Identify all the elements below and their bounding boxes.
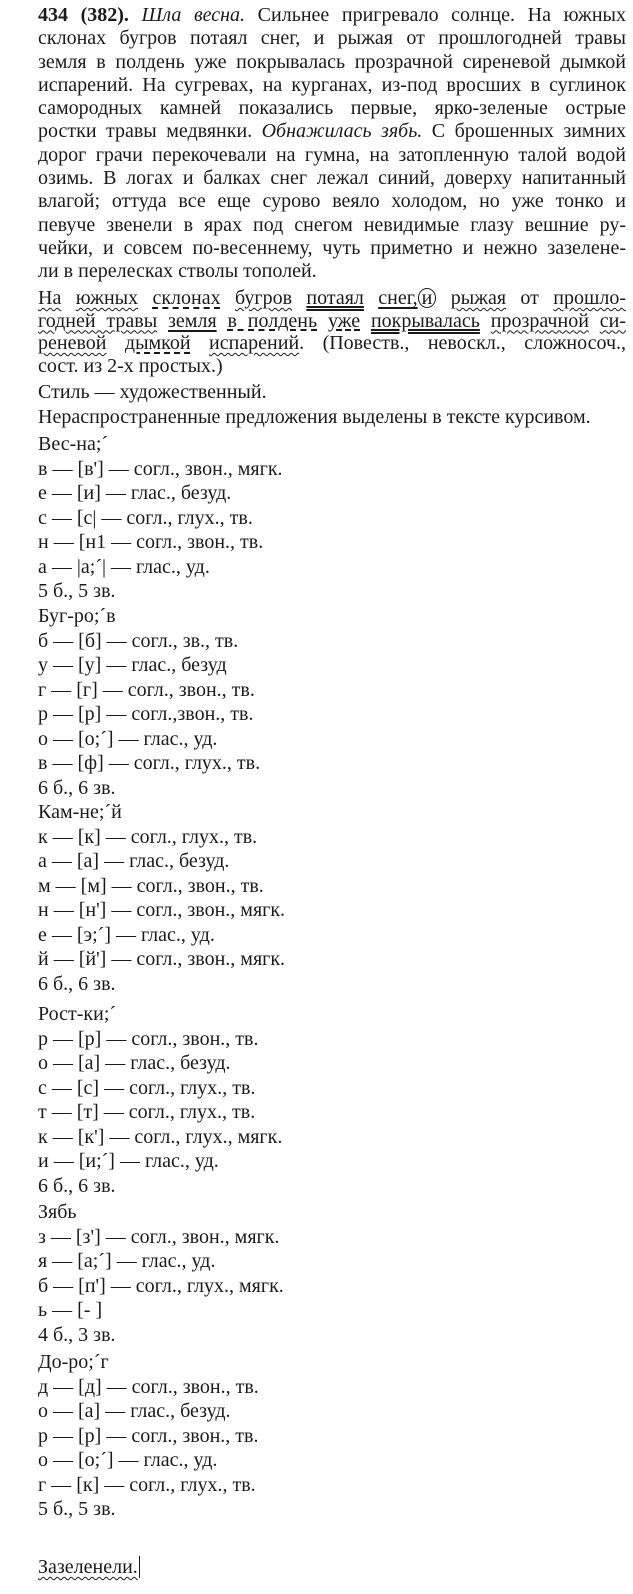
sound-row: ь — [- ] bbox=[38, 1299, 103, 1321]
text-line bbox=[38, 237, 626, 260]
text-fragment: уже bbox=[327, 309, 361, 332]
sound-row: д — [д] — согл., звон., тв. bbox=[38, 1375, 259, 1398]
text-line bbox=[38, 167, 626, 190]
sound-row: й — [й'] — согл., звон., мягк. bbox=[38, 948, 286, 970]
sound-row: о — [о;´] — глас., уд. bbox=[38, 1449, 218, 1471]
text-fragment bbox=[138, 287, 152, 309]
text-fragment: в полдень bbox=[227, 309, 318, 332]
sound-row: р — [р] — согл., звон., тв. bbox=[38, 1027, 259, 1050]
text-fragment: дорог грачи перекочевали на гумна, на затопленную талой водой bbox=[38, 143, 626, 166]
text-line bbox=[38, 120, 626, 143]
text-line bbox=[38, 27, 626, 50]
sound-row: я — [а;´] — глас., уд. bbox=[38, 1250, 216, 1272]
sound-row: 5 б., 5 зв. bbox=[38, 1498, 116, 1520]
text-fragment bbox=[589, 310, 600, 332]
text-fragment: земля bbox=[168, 309, 217, 332]
text-fragment: чейки, и совсем по-весеннему, чуть приметно и нежно зазелене- bbox=[38, 236, 626, 259]
text-fragment: си- bbox=[599, 309, 626, 332]
text-fragment bbox=[106, 332, 124, 354]
text-fragment: Сильнее пригревало солнце. На южных bbox=[245, 4, 626, 26]
word-title: Вес-на;´ bbox=[38, 433, 109, 455]
sound-row: о — [а] — глас., безуд. bbox=[38, 1400, 231, 1422]
sound-row: к — [к'] — согл., глух., мягк. bbox=[38, 1125, 283, 1148]
sound-row: г — [г] — согл., звон., тв. bbox=[38, 678, 255, 701]
text-fragment: южных bbox=[75, 287, 139, 309]
sound-row: е — [и] — глас., безуд. bbox=[38, 482, 232, 504]
sound-row: г — [к] — согл., глух., тв. bbox=[38, 1473, 256, 1496]
sound-row: р — [р] — согл., звон., тв. bbox=[38, 1424, 259, 1447]
text-fragment: годней травы bbox=[38, 309, 158, 332]
sound-row: м — [м] — согл., звон., тв. bbox=[38, 874, 264, 897]
text-line bbox=[38, 355, 626, 378]
text-fragment: влагой; оттуда все еще сурово веяло холодом, но уже тонко и bbox=[38, 190, 626, 213]
sound-row: т — [т] — согл., глух., тв. bbox=[38, 1101, 256, 1123]
text-fragment bbox=[217, 310, 228, 332]
text-fragment bbox=[191, 332, 209, 354]
last-word: Зазеленели. bbox=[38, 1556, 138, 1578]
text-fragment bbox=[364, 287, 378, 309]
sound-row: 4 б., 3 зв. bbox=[38, 1323, 116, 1346]
text-fragment: земля в полдень уже покрывалась прозрачной сиреневой дымкой bbox=[38, 50, 626, 73]
sound-row: е — [э;´] — глас., уд. bbox=[38, 923, 215, 946]
word-analysis bbox=[38, 432, 598, 604]
word-analysis bbox=[38, 1200, 598, 1347]
text-fragment: певуче звенели в ярах под снегом невидимые глазу вешние ру- bbox=[38, 213, 626, 236]
word-title: Рост-ки;´ bbox=[38, 1003, 117, 1025]
text-fragment: и bbox=[418, 288, 437, 308]
word-analysis bbox=[38, 1350, 598, 1522]
sound-row: о — [о;´] — глас., уд. bbox=[38, 727, 218, 750]
text-fragment: бугров bbox=[234, 287, 293, 309]
sound-row: и — [и;´] — глас., уд. bbox=[38, 1150, 219, 1172]
sound-row: с — [с] — согл., глух., тв. bbox=[38, 1076, 256, 1099]
text-line bbox=[38, 260, 626, 283]
text-fragment: самородных камней показались первые, ярко-зеленые острые bbox=[38, 97, 626, 120]
notes bbox=[38, 380, 598, 429]
sound-row: о — [а] — глас., безуд. bbox=[38, 1052, 231, 1074]
text-line bbox=[38, 287, 626, 310]
word-title: Буг-ро;´в bbox=[38, 605, 116, 627]
sound-row: а — |а;´| — глас., уд. bbox=[38, 555, 210, 578]
word-title: Кам-не;´й bbox=[38, 801, 122, 823]
text-fragment bbox=[61, 287, 75, 309]
text-line bbox=[38, 214, 626, 237]
text-line bbox=[38, 4, 626, 27]
text-line bbox=[38, 332, 626, 355]
sound-row: б — [п'] — согл., глух., мягк. bbox=[38, 1274, 284, 1297]
text-fragment: озимь. В логах и балках снег лежал синий, доверху напитанный bbox=[38, 167, 626, 190]
text-fragment: На bbox=[38, 287, 62, 309]
text-fragment: С брошенных зимних bbox=[422, 120, 626, 143]
text-fragment bbox=[292, 287, 306, 309]
sound-row: н — [н'] — согл., звон., мягк. bbox=[38, 899, 286, 921]
word-title: Зябь bbox=[38, 1201, 77, 1223]
text-fragment: рыжая bbox=[450, 287, 507, 309]
sound-row: 6 б., 6 зв. bbox=[38, 972, 116, 995]
sound-row: б — [б] — согл., зв., тв. bbox=[38, 629, 239, 652]
text-fragment bbox=[157, 310, 168, 332]
text-fragment: склонах бугров потаял снег, и рыжая от прошлогодней травы bbox=[38, 27, 626, 50]
text-fragment: ростки травы медвянки. bbox=[38, 120, 262, 143]
text-fragment: дымкой bbox=[124, 332, 191, 354]
word-analysis bbox=[38, 604, 598, 800]
text-fragment: склонах bbox=[152, 287, 221, 309]
text-fragment: . (Повеств., невоскл., сложносоч., bbox=[299, 332, 627, 354]
text-fragment: испарений. На сугревах, на курганах, из-под вросших в суглинок bbox=[38, 73, 626, 96]
sound-row: в — [в'] — согл., звон., мягк. bbox=[38, 457, 283, 480]
task-number: 434 (382). bbox=[38, 4, 142, 26]
sound-row: с — [с| — согл., глух., тв. bbox=[38, 506, 253, 529]
sound-row: 6 б., 6 зв. bbox=[38, 1174, 116, 1197]
word-title: До-ро;´г bbox=[38, 1351, 109, 1373]
sound-row: н — [н1 — согл., звон., тв. bbox=[38, 531, 264, 553]
text-fragment: испарений bbox=[209, 332, 300, 354]
text-fragment: сост. из 2-х простых.) bbox=[38, 354, 223, 377]
text-fragment: покрывалась bbox=[370, 309, 480, 332]
text-fragment: ли в перелесках стволы тополей. bbox=[38, 260, 317, 283]
sound-row: р — [р] — согл.,звон., тв. bbox=[38, 703, 254, 725]
text-fragment bbox=[360, 310, 371, 332]
text-fragment bbox=[317, 310, 328, 332]
sound-row: з — [з'] — согл., звон., мягк. bbox=[38, 1225, 280, 1248]
text-fragment: реневой bbox=[38, 332, 107, 354]
sound-row: к — [к] — согл., глух., тв. bbox=[38, 825, 258, 848]
style-note: Стиль — художественный. bbox=[38, 381, 267, 403]
text-line bbox=[38, 97, 626, 120]
text-fragment: прозрачной bbox=[490, 309, 589, 332]
word-analysis bbox=[38, 1002, 598, 1198]
text-fragment bbox=[436, 287, 450, 309]
text-line bbox=[38, 190, 626, 213]
text-line bbox=[38, 144, 626, 167]
sound-row: у — [у] — глас., безуд bbox=[38, 654, 227, 676]
text-line bbox=[38, 74, 626, 97]
text-fragment: Обнажилась зябь. bbox=[261, 120, 423, 143]
word-analysis bbox=[38, 800, 598, 996]
italic-note: Нераспространенные предложения выделены в тексте курсивом. bbox=[38, 405, 591, 428]
task-paragraph bbox=[38, 4, 626, 284]
text-fragment: потаял bbox=[306, 287, 364, 309]
text-fragment: прошло- bbox=[553, 287, 626, 309]
sound-row: а — [а] — глас., безуд. bbox=[38, 850, 230, 872]
text-fragment bbox=[221, 287, 235, 309]
text-line bbox=[38, 310, 626, 333]
text-line bbox=[38, 51, 626, 74]
text-fragment: от bbox=[506, 287, 554, 309]
sound-row: 5 б., 5 зв. bbox=[38, 580, 116, 602]
text-fragment bbox=[480, 310, 491, 332]
sound-row: 6 б., 6 зв. bbox=[38, 776, 116, 799]
text-fragment: Шла весна. bbox=[141, 4, 246, 26]
sound-row: в — [ф] — согл., глух., тв. bbox=[38, 752, 261, 774]
sentence-analysis bbox=[38, 287, 626, 377]
text-fragment: снег, bbox=[378, 287, 418, 309]
